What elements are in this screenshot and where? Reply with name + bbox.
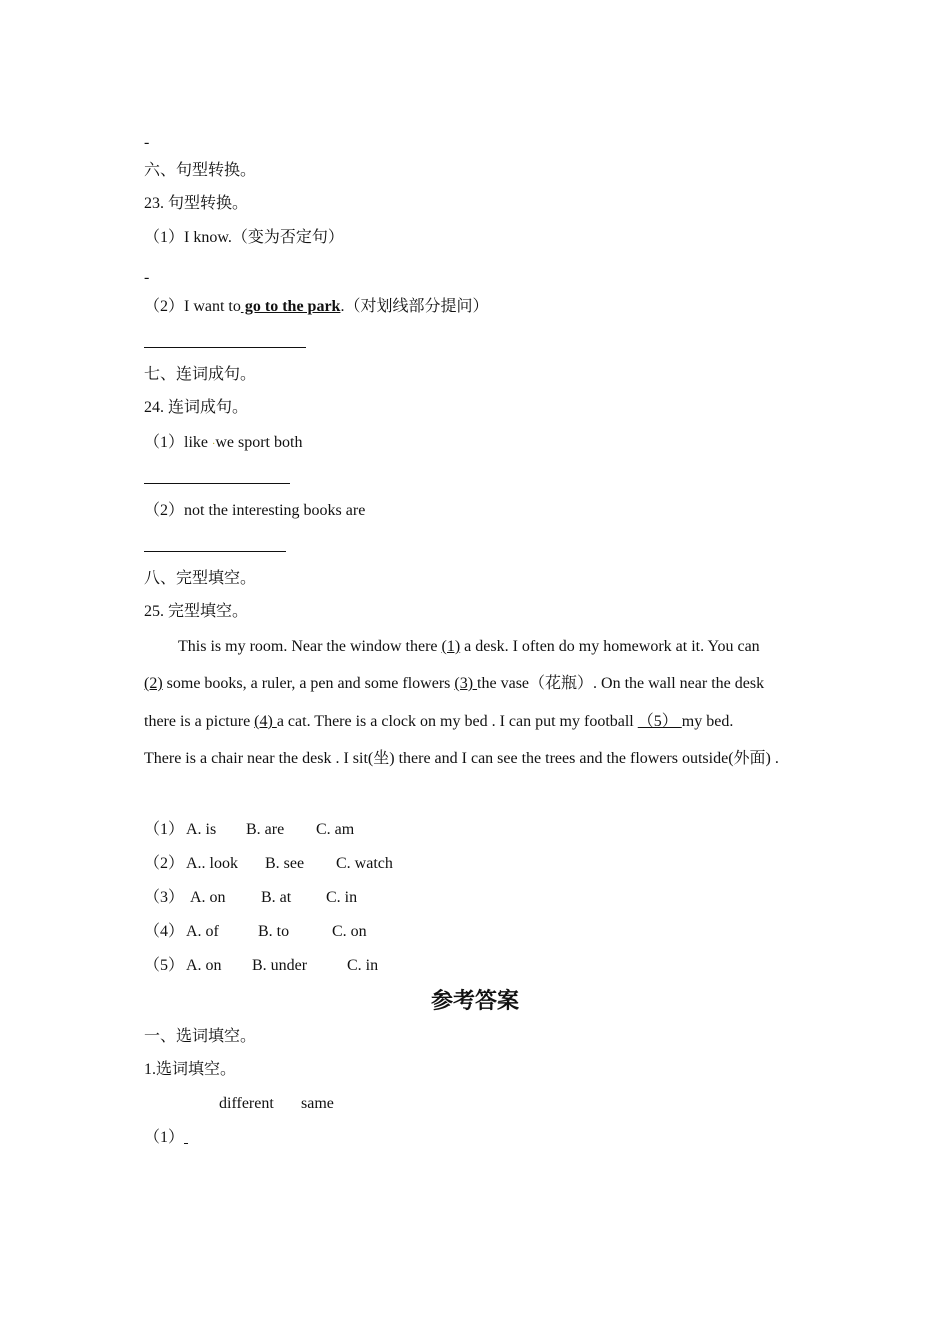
blank-5: （5） [637,713,682,730]
passage-line-4: There is a chair near the desk . I sit(坐) there and I can see the trees and the flowers outside(外面) . [144,750,779,767]
blank-4: (4) [254,713,277,730]
option-b: B. under [252,957,308,974]
passage-line-3 [144,712,812,732]
option-a: A. of [186,923,219,940]
answer-blank [184,1129,188,1146]
option-c: C. watch [336,855,393,872]
underlined-phrase: go to the park [240,298,341,315]
question-23-item-1: （1）I know.（变为否定句） [144,229,344,246]
stray-dash: - [144,134,150,151]
passage-text: a cat. There is a clock on my bed . I can put my football [276,713,638,730]
option-number: （4） [144,923,185,940]
stray-mark: · [212,439,216,450]
blank-2: (2) [144,675,163,692]
word-bank-item: different [219,1095,274,1112]
option-a: A. is [186,821,217,838]
blank-1: (1) [441,638,461,655]
option-b: B. are [246,821,285,838]
item-1-prefix: （1）like [144,434,212,451]
answer-blank [144,483,290,484]
option-number: （1） [144,821,185,838]
passage-text: some books, a ruler, a pen and so [162,675,379,692]
option-a: A. on [190,889,226,906]
question-23-title: 23. 句型转换。 [144,195,249,212]
option-a: A. on [186,957,222,974]
question-25-title: 25. 完型填空。 [144,603,249,620]
passage-text: there is a picture [144,713,255,730]
answer-blank [144,347,306,348]
option-number: （5） [144,957,185,974]
option-c: C. am [316,821,355,838]
answer-key-title: 参考答案 [430,988,519,1013]
question-23-item-2 [144,297,488,317]
section-6-heading: 六、句型转换。 [144,162,257,179]
option-a: A.. look [186,855,238,872]
item-1-words: we sport both [215,434,303,451]
option-c: C. in [347,957,379,974]
answer-section-1-heading: 一、选词填空。 [144,1028,257,1045]
question-24-title: 24. 连词成句。 [144,399,249,416]
answer-blank [144,551,286,552]
question-24-item-1 [144,433,302,455]
passage-text: my bed. [681,713,734,730]
passage-line-1 [144,637,806,657]
word-bank-item: same [301,1095,334,1112]
option-c: C. in [326,889,358,906]
option-b: B. see [265,855,305,872]
item-2-suffix: .（对划线部分提问） [340,298,489,315]
passage-text: me flowers [378,675,455,692]
answer-question-1-title: 1.选词填空。 [144,1061,237,1078]
section-8-heading: 八、完型填空。 [144,570,257,587]
section-7-heading: 七、连词成句。 [144,366,257,383]
passage-text: the vase（花瓶）. On the wall near the desk [477,675,765,692]
stray-dash: - [144,269,150,286]
blank-3: (3) [454,675,478,692]
answer-item-1 [144,1128,188,1148]
passage-text: a desk. I often do my homework at it. You can [460,638,760,655]
passage-text: This is my room. Near the window there [178,638,442,655]
option-b: B. at [261,889,292,906]
option-number: （3） [144,889,185,906]
item-2-prefix: （2）I want to [144,298,241,315]
passage-line-2 [144,674,812,694]
answer-item-number: （1） [144,1129,185,1146]
option-c: C. on [332,923,367,940]
option-number: （2） [144,855,185,872]
option-b: B. to [258,923,290,940]
question-24-item-2: （2）not the interesting books are [144,502,366,519]
